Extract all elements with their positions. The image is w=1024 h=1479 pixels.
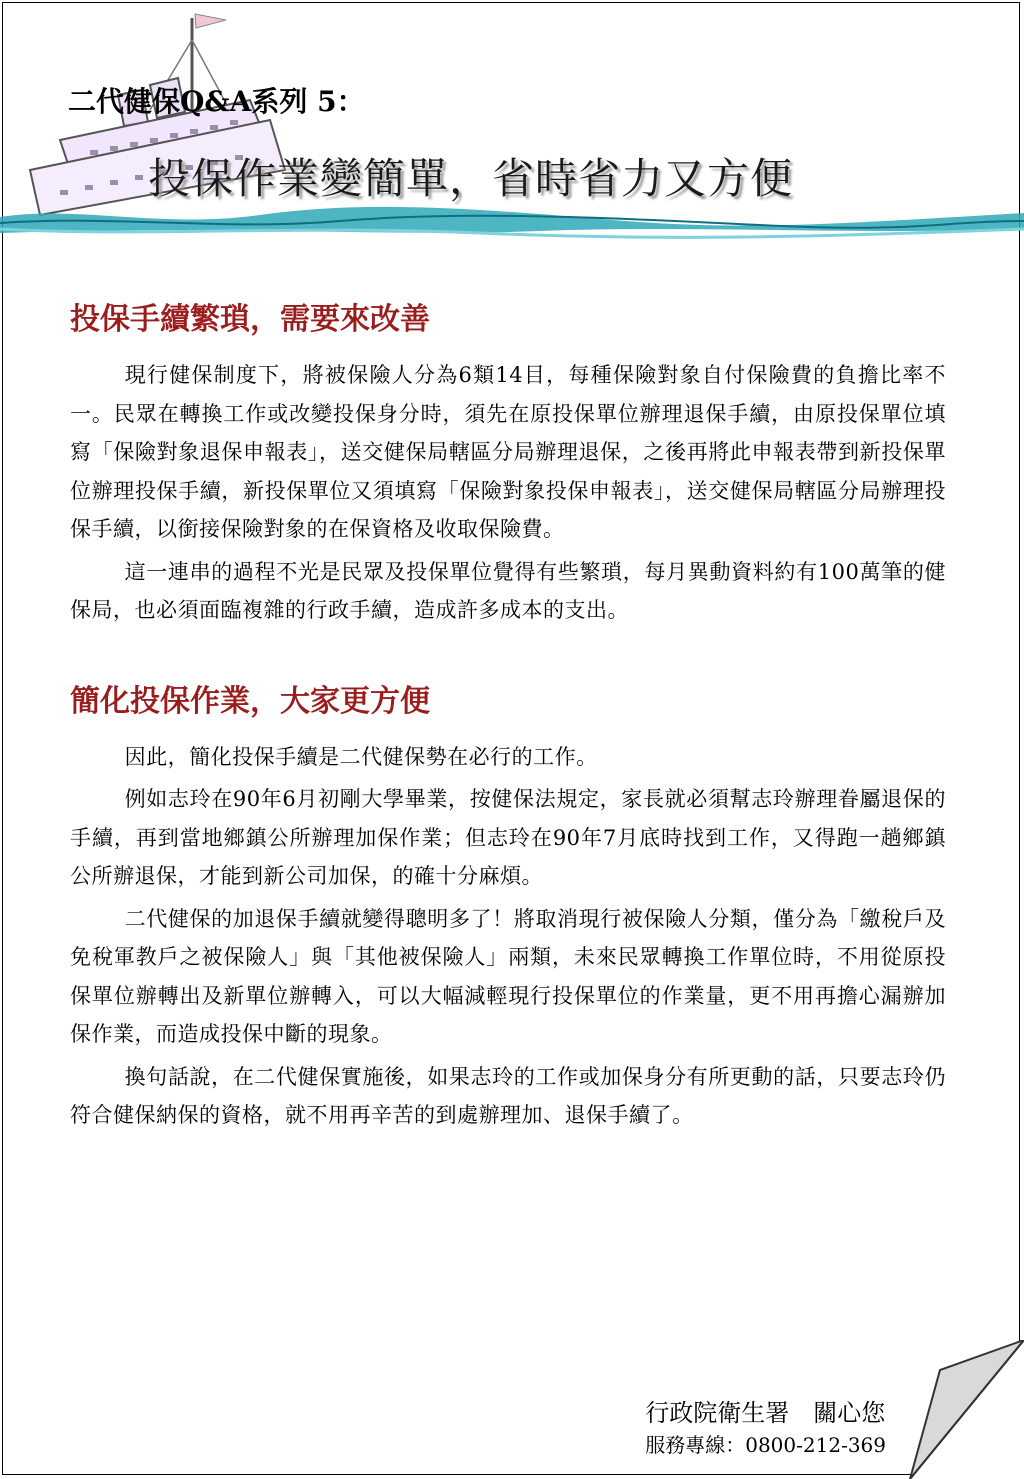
section-heading-2: 簡化投保作業，大家更方便 <box>70 683 430 719</box>
paragraph: 換句話說，在二代健保實施後，如果志玲的工作或加保身分有所更動的話，只要志玲仍符合健保納保的資格，就不用再辛苦的到處辦理加、退保手續了。 <box>70 1064 946 1127</box>
page-title: 投保作業變簡單，省時省力又方便 <box>148 154 794 203</box>
paragraph: 現行健保制度下，將被保險人分為6類14目，每種保險對象自付保險費的負擔比率不一。民眾在轉換工作或改變投保身分時，須先在原投保單位辦理退保手續，由原投保單位填寫「保險對象退保申報表」，送交健保局轄區分局辦理退保，之後再將此申報表帶到新投保單位辦理投保手續，新投保單位又須填寫「保險對象投保申報表」，送交健保局轄區分局辦理投保手續，以銜接保險對象的在保資格及收取保險費。 <box>70 363 946 541</box>
footer-hotline: 服務專線：0800-212-369 <box>645 1433 886 1457</box>
paragraph: 二代健保的加退保手續就變得聰明多了！將取消現行被保險人分類，僅分為「繳稅戶及免稅軍教戶之被保險人」與「其他被保險人」兩類，未來民眾轉換工作單位時，不用從原投保單位辦轉出及新單位辦轉入，可以大幅減輕現行投保單位的作業量，更不用再擔心漏辦加保作業，而造成投保中斷的現象。 <box>70 906 946 1046</box>
paragraph: 例如志玲在90年6月初剛大學畢業，按健保法規定，家長就必須幫志玲辦理眷屬退保的手續，再到當地鄉鎮公所辦理加保作業；但志玲在90年7月底時找到工作，又得跑一趟鄉鎮公所辦退保，才能到新公司加保，的確十分麻煩。 <box>70 787 946 888</box>
paragraph: 因此，簡化投保手續是二代健保勢在必行的工作。 <box>124 744 598 769</box>
page-curl-corner <box>880 1340 1024 1479</box>
paragraph: 這一連串的過程不光是民眾及投保單位覺得有些繁瑣，每月異動資料約有100萬筆的健保局，也必須面臨複雜的行政手續，造成許多成本的支出。 <box>70 559 946 622</box>
article-body <box>70 296 946 1139</box>
series-title: 二代健保Q&A系列 5： <box>68 85 365 118</box>
section-heading-1: 投保手續繁瑣，需要來改善 <box>70 302 430 337</box>
footer-org-line: 行政院衛生署 關心您 <box>645 1399 886 1427</box>
footer <box>645 1396 886 1460</box>
